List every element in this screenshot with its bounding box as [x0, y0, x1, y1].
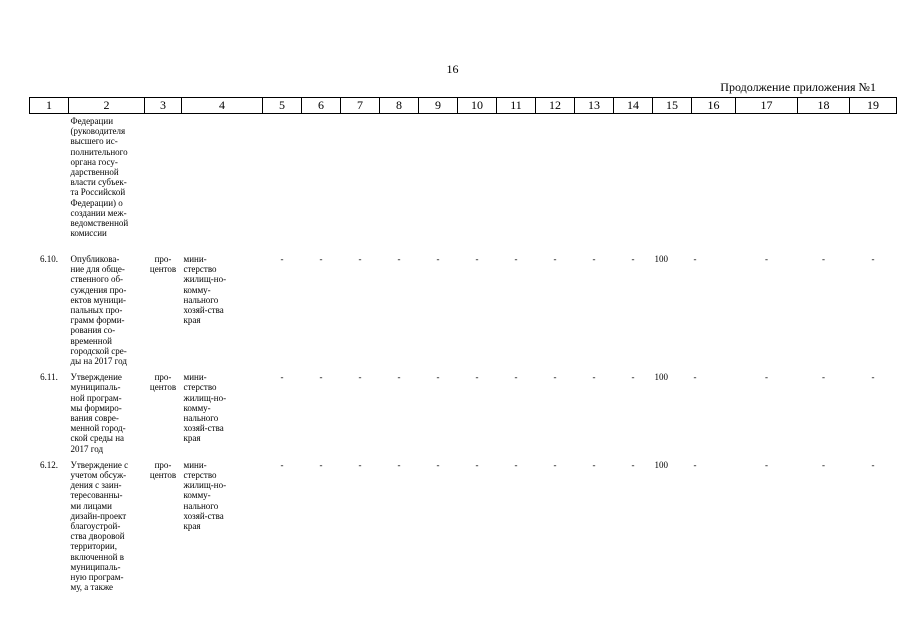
table-row	[30, 460, 897, 593]
value-cell: 100	[654, 372, 668, 383]
header-cell: 17	[736, 98, 798, 114]
description-cell: Федерации (руководителя высшего ис- полнительного органа госу- дарственной власти субъек- та Российской Федерации) о создании меж- ведомственной комиссии	[70, 116, 129, 239]
header-cell: 5	[263, 98, 302, 114]
header-cell: 4	[182, 98, 263, 114]
table-row	[30, 254, 897, 372]
value-cell: -	[397, 254, 401, 264]
value-cell: -	[436, 372, 440, 383]
header-cell: 7	[341, 98, 380, 114]
value-cell: -	[319, 254, 323, 264]
description-cell: Утверждение с учетом обсуж- дения с заин- тересованны- ми лицами дизайн-проект благоустрой- ства дворовой территории, включенной в муниципаль- ную програм- му, а также	[70, 459, 129, 593]
value-cell: -	[553, 459, 557, 470]
header-cell: 8	[380, 98, 419, 114]
executor-cell: мини- стерство жилищ-но- комму- нального хозяй-ства края	[183, 372, 227, 444]
executor-cell: мини- стерство жилищ-но- комму- нального хозяй-ства края	[183, 459, 227, 532]
table-row	[30, 372, 897, 460]
value-cell: -	[358, 372, 362, 383]
executor-cell: мини- стерство жилищ-но- комму- нального хозяй-ства края	[183, 254, 227, 326]
value-cell: -	[631, 459, 635, 470]
value-cell: 100	[654, 459, 668, 470]
description-cell: Опубликова- ние для обще- ственного об- суждения про- ектов муници- пальных про- грамм форми- рования со- временной городской сре- ды на 2017 год	[70, 254, 127, 367]
row-number: 6.11.	[40, 372, 58, 383]
value-cell: -	[765, 372, 768, 383]
header-cell: 10	[458, 98, 497, 114]
value-cell: -	[693, 372, 697, 383]
value-cell: -	[319, 372, 323, 383]
table-row-continuation	[30, 114, 897, 255]
appendix-table	[29, 97, 897, 593]
value-cell: -	[553, 254, 557, 264]
header-cell: 19	[850, 98, 897, 114]
value-cell: -	[475, 372, 479, 383]
value-cell: -	[514, 459, 518, 470]
value-cell: -	[592, 254, 596, 264]
value-cell: -	[280, 459, 284, 470]
appendix-continuation-note: Продолжение приложения №1	[720, 80, 876, 94]
value-cell: -	[475, 254, 479, 264]
value-cell: -	[822, 254, 825, 264]
value-cell: -	[822, 372, 825, 383]
value-cell: -	[436, 254, 440, 264]
row-number: 6.10.	[40, 254, 58, 264]
header-cell: 9	[419, 98, 458, 114]
unit-cell: про- центов	[149, 254, 177, 275]
header-cell: 11	[497, 98, 536, 114]
value-cell: -	[592, 372, 596, 383]
value-cell: -	[822, 459, 825, 470]
value-cell: -	[871, 254, 875, 264]
header-cell: 2	[69, 98, 145, 114]
value-cell: -	[319, 459, 323, 470]
value-cell: -	[765, 459, 768, 470]
value-cell: -	[358, 459, 362, 470]
header-cell: 12	[536, 98, 575, 114]
value-cell: -	[436, 459, 440, 470]
value-cell: -	[693, 254, 697, 264]
value-cell: -	[280, 254, 284, 264]
header-row	[30, 98, 897, 114]
value-cell: -	[871, 459, 875, 470]
value-cell: -	[397, 372, 401, 383]
value-cell: -	[871, 372, 875, 383]
page-number: 16	[446, 62, 459, 76]
header-cell: 16	[692, 98, 736, 114]
header-cell: 3	[145, 98, 182, 114]
row-number: 6.12.	[40, 459, 58, 470]
description-cell: Утверждение муниципаль- ной програм- мы формиро- вания совре- менной город- ской среды на 2017 год	[70, 372, 126, 454]
value-cell: -	[358, 254, 362, 264]
value-cell: -	[475, 459, 479, 470]
value-cell: -	[765, 254, 768, 264]
header-cell: 14	[614, 98, 653, 114]
value-cell: -	[631, 372, 635, 383]
header-cell: 13	[575, 98, 614, 114]
header-cell: 18	[798, 98, 850, 114]
value-cell: -	[514, 372, 518, 383]
value-cell: -	[631, 254, 635, 264]
unit-cell: про- центов	[149, 459, 177, 481]
header-cell: 15	[653, 98, 692, 114]
header-cell: 6	[302, 98, 341, 114]
header-cell: 1	[30, 98, 69, 114]
unit-cell: про- центов	[149, 372, 177, 393]
value-cell: -	[693, 459, 697, 470]
value-cell: 100	[654, 254, 668, 264]
value-cell: -	[280, 372, 284, 383]
value-cell: -	[592, 459, 596, 470]
value-cell: -	[553, 372, 557, 383]
value-cell: -	[514, 254, 518, 264]
value-cell: -	[397, 459, 401, 470]
